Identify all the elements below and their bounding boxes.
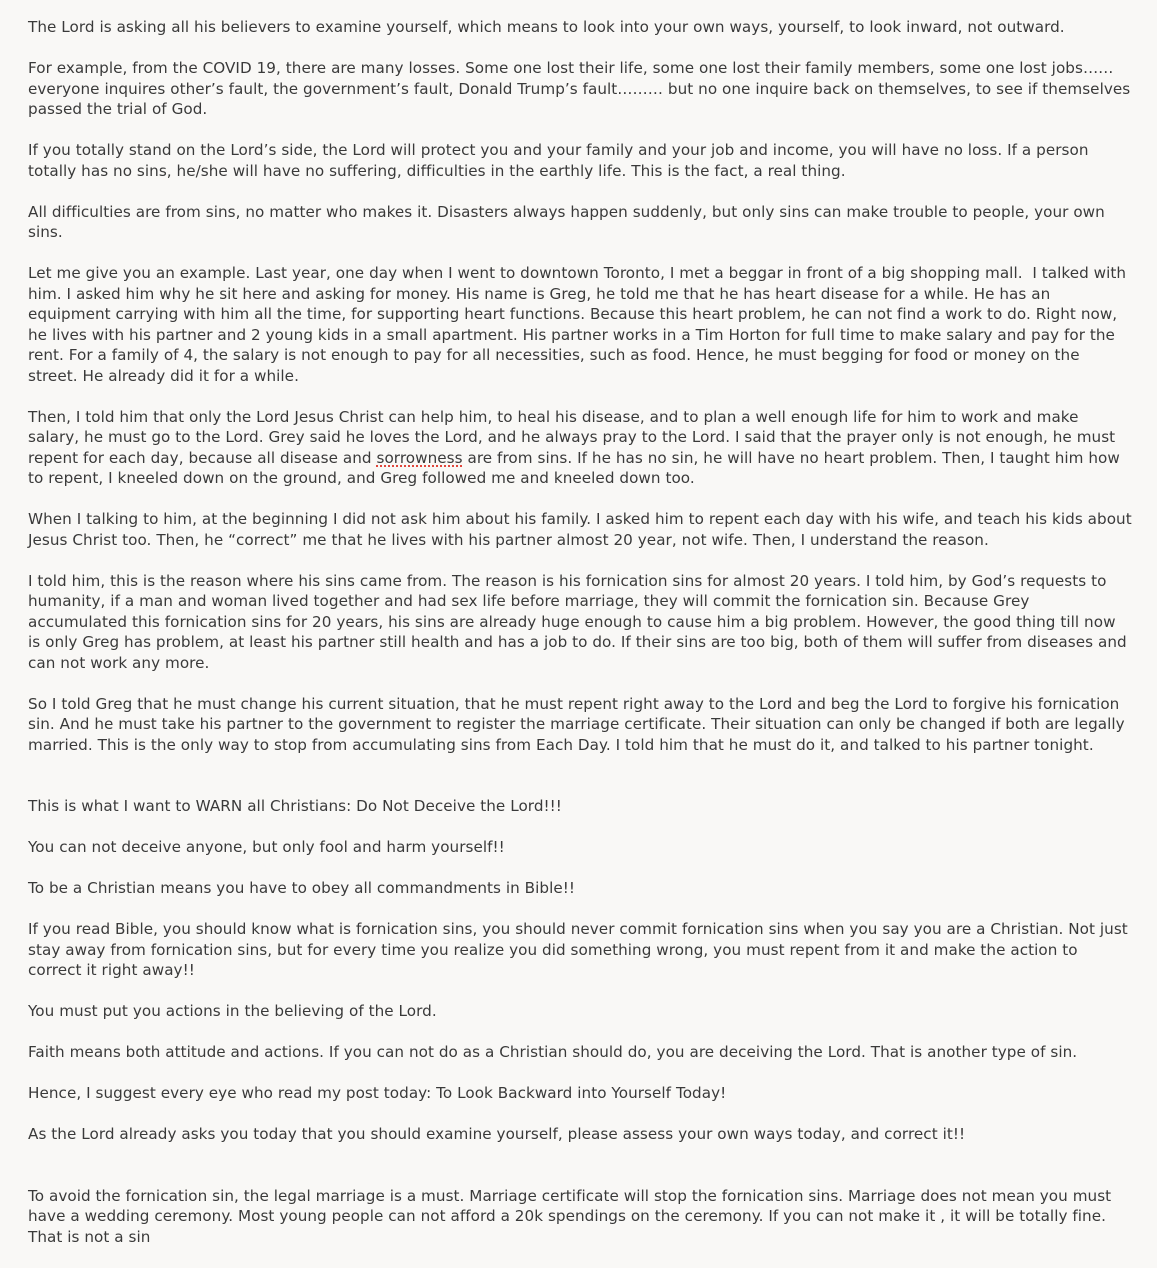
paragraph-8: I told him, this is the reason where his sins came from. The reason is his fornication sins for almost 20 years. I told him, by God’s requests to humanity, if a man and woman lived together and had sex life before marriage, they will commit the fornication sin. Because Grey accumulated this fornication sins for 20 years, his sins are already huge enough to cause him a big problem. However, the good thing till now is only Greg has problem, at least his partner still health and has a job to do. If their sins are too big, both of them will suffer from diseases and can not work any more. [28, 571, 1132, 672]
paragraph-2: For example, from the COVID 19, there are many losses. Some one lost their life, some one lost their family members, some one lost jobs…… everyone inquires other’s fault, the government’s fault, Donald Trump’s fault……… but no one inquire back on themselves, to see if themselves passed the trial of God. [28, 59, 1136, 118]
paragraph-11: You can not deceive anyone, but only fool and harm yourself!! [28, 838, 505, 856]
misspelled-word[interactable]: sorrowness [376, 448, 463, 467]
blank-line [28, 776, 1132, 797]
blank-line-2 [28, 1165, 1132, 1186]
paragraph-1: The Lord is asking all his believers to examine yourself, which means to look into your own ways, yourself, to look inward, not outward. [28, 18, 1065, 36]
paragraph-14: You must put you actions in the believing of the Lord. [28, 1002, 437, 1020]
paragraph-6-text-after: are from sins. If he has no sin, he will have no heart problem. Then, I taught him how to repent, I kneeled down on the ground, and Greg followed me and kneeled down too. [28, 448, 1125, 487]
paragraph-6 [28, 407, 1132, 489]
paragraph-4: All difficulties are from sins, no matter who makes it. Disasters always happen suddenly, but only sins can make trouble to people, your own sins. [28, 202, 1110, 241]
paragraph-13: If you read Bible, you should know what is fornication sins, you should never commit fornication sins when you say you are a Christian. Not just stay away from fornication sins, but for every time you realize you did something wrong, you must repent from it and make the action to correct it right away!! [28, 920, 1133, 979]
paragraph-17: As the Lord already asks you today that you should examine yourself, please assess your own ways today, and correct it!! [28, 1125, 966, 1143]
paragraph-16: Hence, I suggest every eye who read my post today: To Look Backward into Yourself Today! [28, 1084, 727, 1102]
paragraph-5: Let me give you an example. Last year, one day when I went to downtown Toronto, I met a beggar in front of a big shopping mall. I talked with him. I asked him why he sit here and asking for money. His name is Greg, he told me that he has heart disease for a while. He has an equipment carrying with him all the time, for supporting heart functions. Because this heart problem, he can not find a work to do. Right now, he lives with his partner and 2 young kids in a small apartment. His partner works in a Tim Horton for full time to make salary and pay for the rent. For a family of 4, the salary is not enough to pay for all necessities, such as food. Hence, he must begging for food or money on the street. He already did it for a while. [28, 264, 1131, 385]
paragraph-7: When I talking to him, at the beginning I did not ask him about his family. I asked him to repent each day with his wife, and teach his kids about Jesus Christ too. Then, he “correct” me that he lives with his partner almost 20 year, not wife. Then, I understand the reason. [28, 510, 1137, 549]
paragraph-6-text-before: Then, I told him that only the Lord Jesus Christ can help him, to heal his disease, and to plan a well enough life for him to work and make salary, he must go to the Lord. Grey said he loves the Lord, and he always pray to the Lord. I said that the prayer only is not enough, he must repent for each day, because all disease and [28, 407, 1121, 467]
warning-line: This is what I want to WARN all Christians: Do Not Deceive the Lord!!! [28, 797, 562, 815]
paragraph-18: To avoid the fornication sin, the legal marriage is a must. Marriage certificate will stop the fornication sins. Marriage does not mean you must have a wedding ceremony. Most young people can not afford a 20k spendings on the ceremony. If you can not make it , it will be totally fine. That is not a sin [28, 1186, 1117, 1246]
document-body[interactable] [28, 17, 1137, 1268]
paragraph-12: To be a Christian means you have to obey all commandments in Bible!! [28, 879, 576, 897]
paragraph-9: So I told Greg that he must change his current situation, that he must repent right away to the Lord and beg the Lord to forgive his fornication sin. And he must take his partner to the government to register the marriage certificate. Their situation can only be changed if both are legally married. This is the only way to stop from accumulating sins from Each Day. I told him that he must do it, and talked to his partner tonight. [28, 694, 1130, 754]
paragraph-15: Faith means both attitude and actions. If you can not do as a Christian should do, you are deceiving the Lord. That is another type of sin. [28, 1043, 1078, 1061]
paragraph-3: If you totally stand on the Lord’s side, the Lord will protect you and your family and your job and income, you will have no loss. If a person totally has no sins, he/she will have no suffering, difficulties in the earthly life. This is the fact, a real thing. [28, 141, 1094, 180]
